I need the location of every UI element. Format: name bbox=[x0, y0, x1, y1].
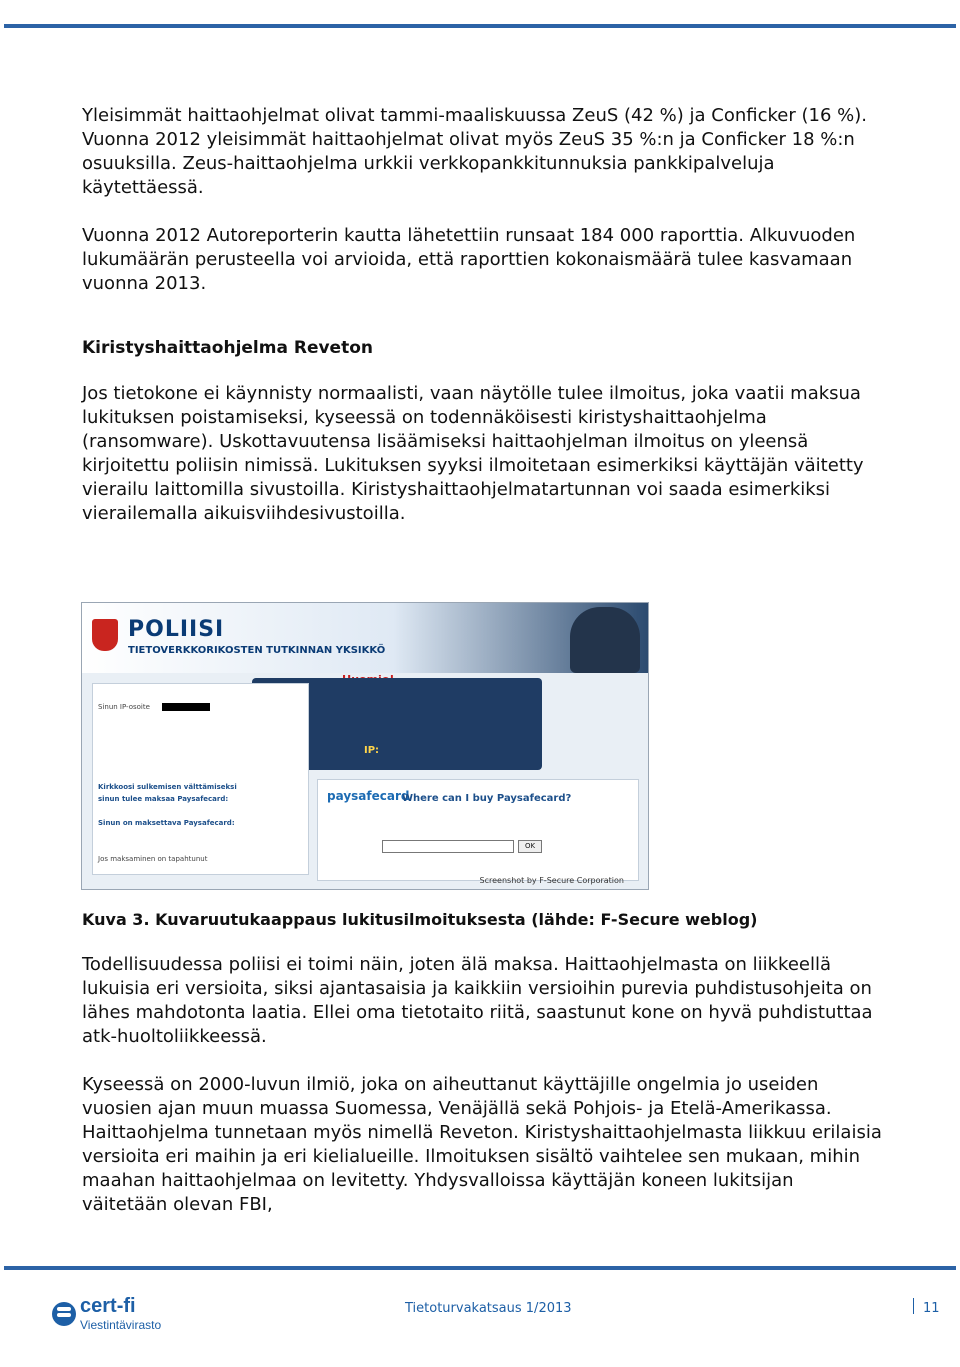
figure-payment-instructions bbox=[92, 683, 309, 875]
paragraph-do-not-pay: Todellisuudessa poliisi ei toimi näin, joten älä maksa. Haittaohjelmasta on liikkeellä lukuisia eri versioita, siksi ajantasaisia ja kaikkiin versioihin purevia puhdistusohjeita on lähes mahdotonta laatia. Ellei oma tietotaito riitä, saastunut kone on hyvä puhdistuttaa atk-huoltoliikkeessä. bbox=[82, 954, 873, 1047]
cert-fi-logo bbox=[52, 1295, 161, 1332]
paragraph-reveton: Jos tietokone ei käynnisty normaalisti, vaan näytölle tulee ilmoitus, joka vaatii maksua lukituksen poistamiseksi, kyseessä on todennäköisesti kiristyshaittaohjelma (ransomware). Uskottavuutensa lisäämiseksi haittaohjelman ilmoitus on yleensä kirjoitettu poliisin nimissä. Lukituksen syyksi ilmoitetaan esimerkiksi käyttäjän väitetty vierailu laittomilla sivustoilla. Kiristyshaittaohjelmatartunnan voi saada esimerkiksi vierailemalla aikuisviihdesivustoilla. bbox=[82, 383, 864, 524]
cert-fi-logo-icon bbox=[52, 1302, 76, 1326]
figure-code-input bbox=[382, 840, 514, 853]
document-body-top bbox=[82, 104, 882, 550]
figure-ip-label: IP: bbox=[364, 745, 380, 756]
figure-caption: Kuva 3. Kuvaruutukaappaus lukitusilmoituksesta (lähde: F-Secure weblog) bbox=[82, 910, 758, 929]
footer-rule bbox=[4, 1266, 956, 1270]
figure-line: Jos maksaminen on tapahtunut bbox=[98, 855, 208, 863]
officer-image bbox=[570, 607, 640, 673]
paysafecard-question: Where can I buy Paysafecard? bbox=[402, 793, 572, 804]
paysafecard-logo: paysafecard bbox=[327, 789, 410, 803]
ransomware-screenshot-figure bbox=[81, 602, 649, 890]
figure-line: Sinun on maksettava Paysafecard: bbox=[98, 819, 235, 827]
paragraph-malware-stats: Yleisimmät haittaohjelmat olivat tammi-maaliskuussa ZeuS (42 %) ja Conficker (16 %). Vuonna 2012 yleisimmät haittaohjelmat olivat myös ZeuS 35 %:n ja Conficker 18 %:n osuuksilla. Zeus-haittaohjelma urkkii verkkopankkitunnuksia pankkipalveluja käytettäessä. bbox=[82, 105, 867, 198]
figure-brand: POLIISI bbox=[128, 617, 225, 642]
figure-credit: Screenshot by F-Secure Corporation bbox=[479, 876, 624, 885]
figure-line: Sinun IP-osoite bbox=[98, 703, 150, 711]
section-heading-reveton: Kiristyshaittaohjelma Reveton bbox=[82, 338, 373, 358]
figure-line: sinun tulee maksaa Paysafecard: bbox=[98, 795, 229, 803]
page-number: 11 bbox=[923, 1301, 940, 1316]
header-rule bbox=[4, 24, 956, 28]
paragraph-autoreporter: Vuonna 2012 Autoreporterin kautta lähetettiin runsaat 184 000 raporttia. Alkuvuoden lukumäärän perusteella voi arvioida, että raporttien kokonaismäärä tulee kasvamaan vuonna 2013. bbox=[82, 225, 856, 294]
footer-separator bbox=[913, 1298, 914, 1314]
logo-main-text: cert-fi bbox=[80, 1295, 136, 1317]
logo-sub-text: Viestintävirasto bbox=[80, 1318, 162, 1332]
figure-ok-button: OK bbox=[518, 840, 542, 853]
paragraph-history: Kyseessä on 2000-luvun ilmiö, joka on aiheuttanut käyttäjille ongelmia jo useiden vuosien ajan muun muassa Suomessa, Venäjällä sekä Pohjois- ja Etelä-Amerikassa. Haittaohjelma tunnetaan myös nimellä Reveton. Kiristyshaittaohjelmasta liikkuu erilaisia versioita eri maihin ja eri kielialueille. Ilmoituksen sisältö vaihtelee sen mukaan, mihin maahan haittaohjelmaa on levitetty. Yhdysvalloissa käyttäjän koneen lukitsijan väitetään olevan FBI, bbox=[82, 1074, 882, 1215]
figure-line: Kirkkoosi sulkemisen välttämiseksi bbox=[98, 783, 237, 791]
figure-unit: TIETOVERKKORIKOSTEN TUTKINNAN YKSIKKÖ bbox=[128, 645, 386, 656]
footer-title: Tietoturvakatsaus 1/2013 bbox=[405, 1301, 572, 1316]
document-body-bottom bbox=[82, 953, 882, 1241]
police-crest-icon bbox=[92, 619, 118, 651]
redaction-bar bbox=[162, 703, 210, 711]
